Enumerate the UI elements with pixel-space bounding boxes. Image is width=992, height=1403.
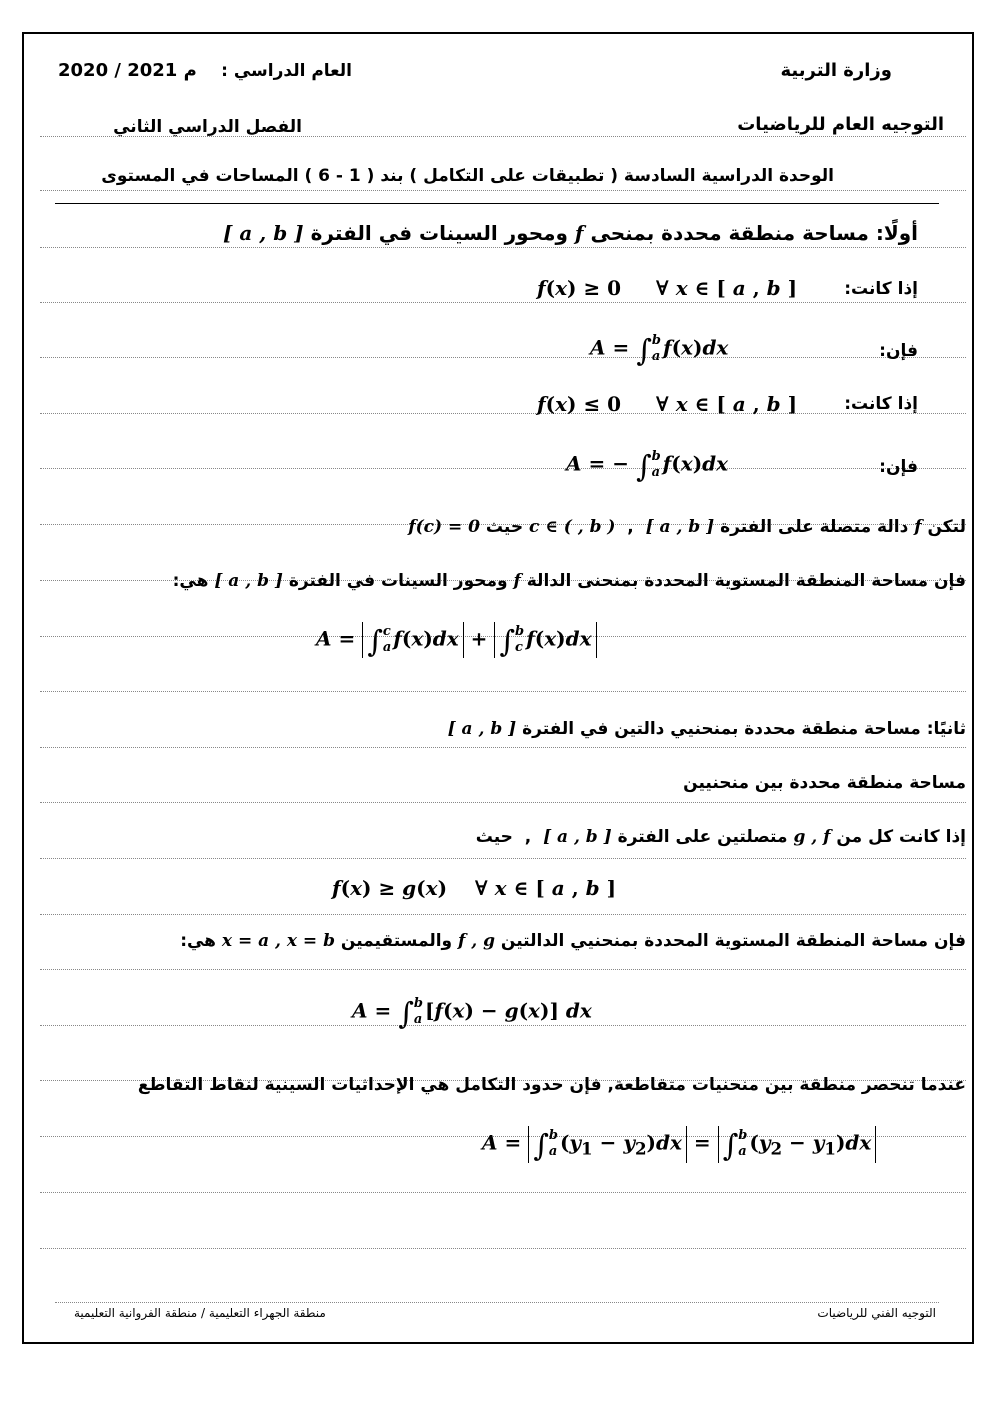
continuous-statement: لتكن f دالة متصلة على الفترة [ a , b ] , c ∈ ( , b ) حيث f(c) = 0 <box>408 517 966 537</box>
intersect-formula: A = ∫ b a $(y_1 - y_2)dx$ = ∫ b a $(y_2 - y_1)dx$ <box>482 1126 876 1163</box>
ruled-line <box>40 969 966 970</box>
case2-if-label: إذا كانت: <box>844 394 918 414</box>
ruled-line <box>40 247 966 248</box>
section2-subtitle: مساحة منطقة محددة بين منحنيين <box>683 773 966 793</box>
ruled-line <box>40 858 966 859</box>
case1-then-label: فإن: <box>879 341 918 361</box>
ruled-line <box>40 190 966 191</box>
case2-condition: f(x) ≤ 0 ∀ x ∈ [ a , b ] <box>537 392 798 416</box>
year-value: 2020 / 2021 م <box>58 60 197 81</box>
ruled-line <box>40 1192 966 1193</box>
ruled-line <box>40 802 966 803</box>
ruled-line <box>40 691 966 692</box>
section1-title: أولًا: مساحة منطقة محددة بمنحى f ومحور السينات في الفترة [ a , b ] <box>222 221 918 245</box>
ruled-line <box>40 302 966 303</box>
ruled-line <box>40 914 966 915</box>
ruled-line <box>40 468 966 469</box>
between-curves-formula: A = ∫ b a [f(x) − g(x)] dx <box>352 996 592 1032</box>
ruled-line <box>40 357 966 358</box>
case2-then-label: فإن: <box>879 457 918 477</box>
department-name: التوجيه العام للرياضيات <box>737 114 944 135</box>
footer-left: منطقة الجهراء التعليمية / منطقة الفروانية التعليمية <box>74 1306 326 1320</box>
ruled-line <box>40 1248 966 1249</box>
semester-label: الفصل الدراسي الثاني <box>113 117 302 137</box>
split-integral-formula: A = ∫ c a f(x)dx + ∫ b c f(x)dx <box>316 622 597 658</box>
two-functions-statement: إذا كانت كل من g , f متصلتين على الفترة [ a , b ] , حيث <box>475 827 966 847</box>
unit-title: الوحدة الدراسية السادسة ( تطبيقات على التكامل ) بند ( 1 - 6 ) المساحات في المستوى <box>101 166 834 186</box>
ruled-line <box>40 747 966 748</box>
area-statement-2: فإن مساحة المنطقة المستوية المحددة بمنحنيي الدالتين f , g والمستقيمين x = a , x = b هي: <box>180 931 966 951</box>
case1-formula: A = ∫ b a f(x)dx <box>590 333 729 369</box>
two-functions-condition: f(x) ≥ g(x) ∀ x ∈ [ a , b ] <box>332 876 617 900</box>
footer-line <box>55 1302 939 1303</box>
case1-condition: f(x) ≥ 0 ∀ x ∈ [ a , b ] <box>537 276 798 300</box>
ministry-name: وزارة التربية <box>780 60 892 81</box>
header-divider <box>55 203 939 204</box>
area-statement-1: فإن مساحة المنطقة المستوية المحددة بمنحنى الدالة f ومحور السينات في الفترة [ a , b ] هي: <box>172 571 966 591</box>
ruled-line <box>40 413 966 414</box>
case1-if-label: إذا كانت: <box>844 279 918 299</box>
year-label: العام الدراسي : <box>221 61 352 81</box>
intersect-statement: عندما تنحصر منطقة بين منحنيات متقاطعة, فإن حدود التكامل هي الإحداثيات السينية لنقاط التقاطع <box>137 1075 966 1095</box>
case2-formula: A = − ∫ b a f(x)dx <box>566 449 729 485</box>
footer-right: التوجيه الفني للرياضيات <box>817 1306 936 1320</box>
section2-title: ثانيًا: مساحة منطقة محددة بمنحنيي دالتين في الفترة [ a , b ] <box>447 719 966 739</box>
